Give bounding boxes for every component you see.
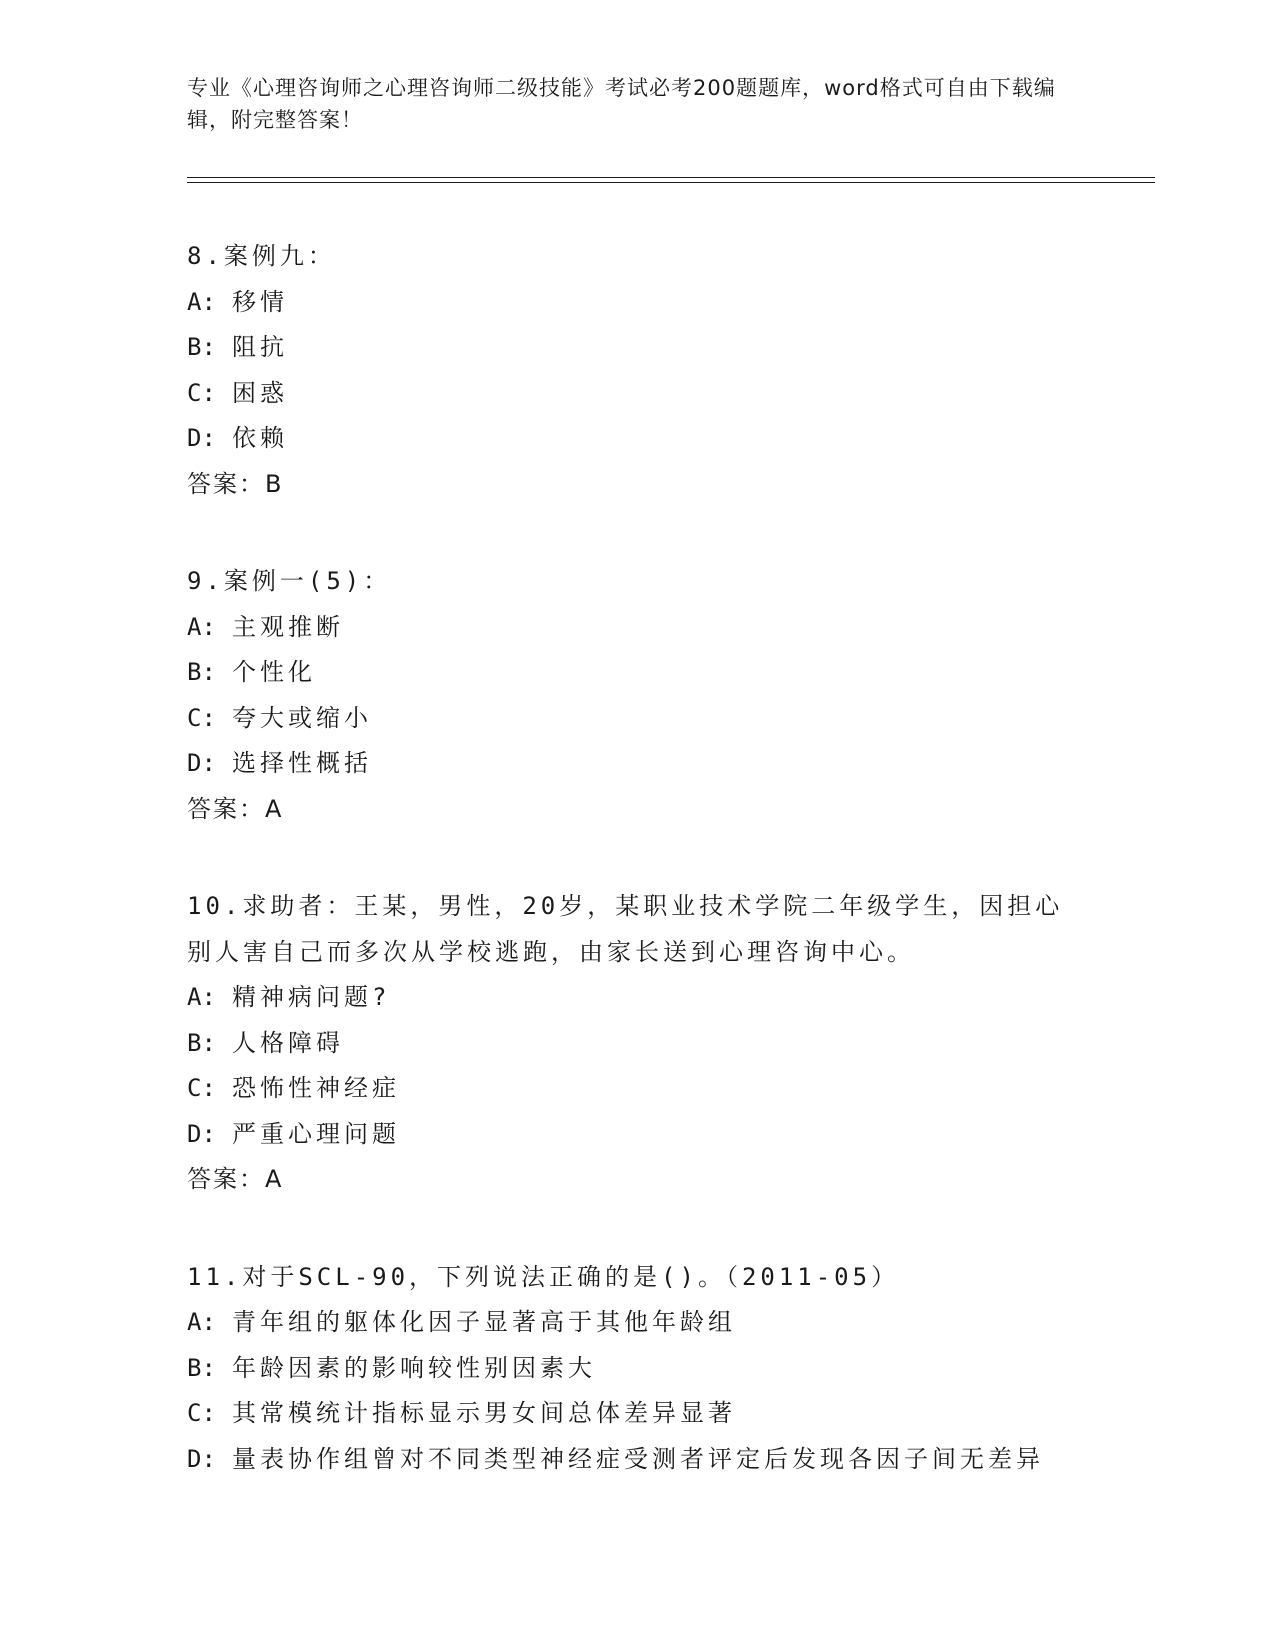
option-d [187, 1437, 1087, 1483]
option-text: 青年组的躯体化因子显著高于其他年龄组 [232, 1308, 736, 1336]
option-text: 严重心理问题 [232, 1119, 400, 1148]
option-label: C: [187, 1399, 216, 1427]
question-list [187, 234, 1087, 1534]
option-c [187, 371, 1087, 417]
answer-line: 答案：A [187, 794, 284, 823]
option-b [187, 325, 1087, 371]
option-text: 困惑 [232, 378, 288, 407]
option-label: A: [187, 983, 216, 1011]
option-text: 精神病问题? [232, 983, 391, 1011]
option-text: 个性化 [232, 658, 316, 686]
option-text: 选择性概括 [232, 749, 372, 777]
option-d [187, 741, 1087, 787]
option-label: B: [187, 333, 216, 361]
option-label: B: [187, 658, 216, 686]
option-text: 移情 [232, 287, 288, 316]
option-label: D: [187, 424, 216, 452]
option-text: 其常模统计指标显示男女间总体差异显著 [232, 1399, 736, 1427]
option-label: C: [187, 703, 216, 732]
option-label: D: [187, 1119, 216, 1148]
option-label: A: [187, 1308, 216, 1336]
option-label: B: [187, 1028, 216, 1057]
option-label: A: [187, 612, 216, 641]
question-stem: 11.对于SCL-90，下列说法正确的是()。（2011-05） [187, 1262, 900, 1291]
option-b [187, 1021, 1087, 1067]
question-9 [187, 559, 1087, 832]
option-label: A: [187, 287, 216, 316]
option-label: D: [187, 1444, 216, 1473]
question-10 [187, 884, 1087, 1203]
option-c [187, 1066, 1087, 1112]
option-b [187, 650, 1087, 696]
option-label: D: [187, 749, 216, 777]
option-b [187, 1346, 1087, 1392]
header-rule-top [187, 177, 1155, 178]
option-text: 量表协作组曾对不同类型神经症受测者评定后发现各因子间无差异 [232, 1444, 1044, 1473]
document-header: 专业《心理咨询师之心理咨询师二级技能》考试必考200题题库，word格式可自由下载编辑，附完整答案！ [187, 76, 1056, 132]
option-a [187, 975, 1087, 1021]
question-stem: 10.求助者：王某，男性，20岁，某职业技术学院二年级学生，因担心别人害自己而多次从学校逃跑，由家长送到心理咨询中心。 [187, 892, 1064, 966]
option-c [187, 1391, 1087, 1437]
question-stem: 9.案例一(5)： [187, 567, 392, 595]
option-a [187, 605, 1087, 651]
option-d [187, 1112, 1087, 1158]
option-text: 人格障碍 [232, 1028, 344, 1057]
question-stem: 8.案例九： [187, 242, 336, 270]
option-label: C: [187, 378, 216, 407]
answer-line: 答案：A [187, 1165, 284, 1193]
answer-line: 答案：B [187, 469, 284, 498]
option-d [187, 416, 1087, 462]
option-label: C: [187, 1074, 216, 1102]
option-label: B: [187, 1353, 216, 1382]
option-c [187, 696, 1087, 742]
question-11 [187, 1255, 1087, 1483]
question-8 [187, 234, 1087, 507]
header-rule-bottom [187, 182, 1155, 183]
option-text: 夸大或缩小 [232, 703, 372, 732]
option-text: 主观推断 [232, 612, 344, 641]
option-a [187, 1300, 1087, 1346]
option-text: 年龄因素的影响较性别因素大 [232, 1353, 596, 1382]
option-a [187, 280, 1087, 326]
option-text: 依赖 [232, 424, 288, 452]
option-text: 恐怖性神经症 [232, 1074, 400, 1102]
option-text: 阻抗 [232, 333, 288, 361]
